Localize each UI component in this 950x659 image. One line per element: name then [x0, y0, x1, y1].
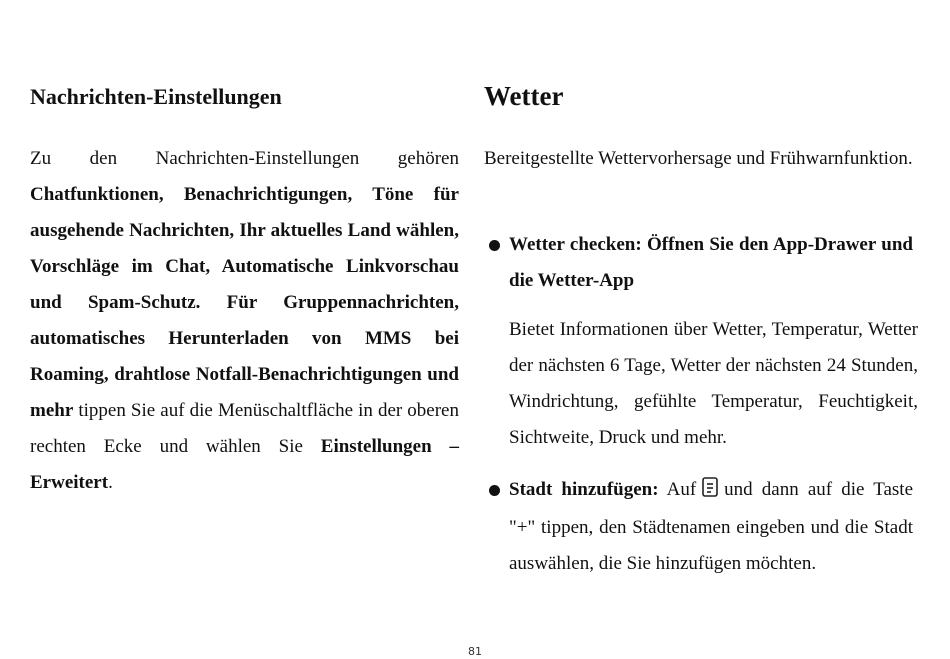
bullet-add-city-after-icon: und dann auf die Taste "+" tippen, den Städtenamen eingeben und die Stadt auswählen, die Sie hinzufügen möchten.	[509, 479, 914, 574]
settings-path-bold: Einstellungen – Erweitert	[30, 436, 459, 493]
messages-settings-paragraph	[30, 141, 459, 501]
weather-heading: Wetter	[484, 81, 564, 111]
bullet-dot	[489, 240, 500, 251]
page-number: 81	[468, 645, 482, 658]
paragraph-intro: Zu den Nachrichten-Einstellungen gehören	[30, 148, 459, 169]
bullet-add-city-text	[509, 472, 913, 582]
bullet-add-city-title: Stadt hinzufügen:	[509, 479, 659, 500]
messages-settings-heading: Nachrichten-Einstellungen	[30, 84, 282, 109]
bullet-dot	[489, 485, 500, 496]
city-list-icon	[702, 474, 718, 510]
bullet-check-weather-body: Bietet Informationen über Wetter, Temperatur, Wetter der nächsten 6 Tage, Wetter der nächsten 24 Stunden, Windrichtung, gefühlte Temperatur, Feuchtigkeit, Sichtweite, Druck und mehr.	[509, 319, 918, 448]
weather-intro: Bereitgestellte Wettervorhersage und Frühwarnfunktion.	[484, 148, 913, 169]
paragraph-end: .	[108, 472, 113, 493]
settings-list-bold: Chatfunktionen, Benachrichtigungen, Töne für ausgehende Nachrichten, Ihr aktuelles Land wählen, Vorschläge im Chat, Automatische Linkvorschau und Spam-Schutz. Für Gruppennachrichten, automatisches Herunterladen von MMS bei Roaming, drahtlose Notfall-Benachrichtigungen und mehr	[30, 184, 459, 421]
bullet-add-city-before-icon: Auf	[658, 479, 697, 500]
bullet-check-weather-title	[509, 227, 913, 299]
bullet-check-weather-title-text: Wetter checken: Öffnen Sie den App-Drawer und die Wetter-App	[509, 234, 913, 291]
paragraph-middle: tippen Sie auf die Menüschaltfläche in der oberen rechten Ecke und wählen Sie	[30, 400, 459, 457]
